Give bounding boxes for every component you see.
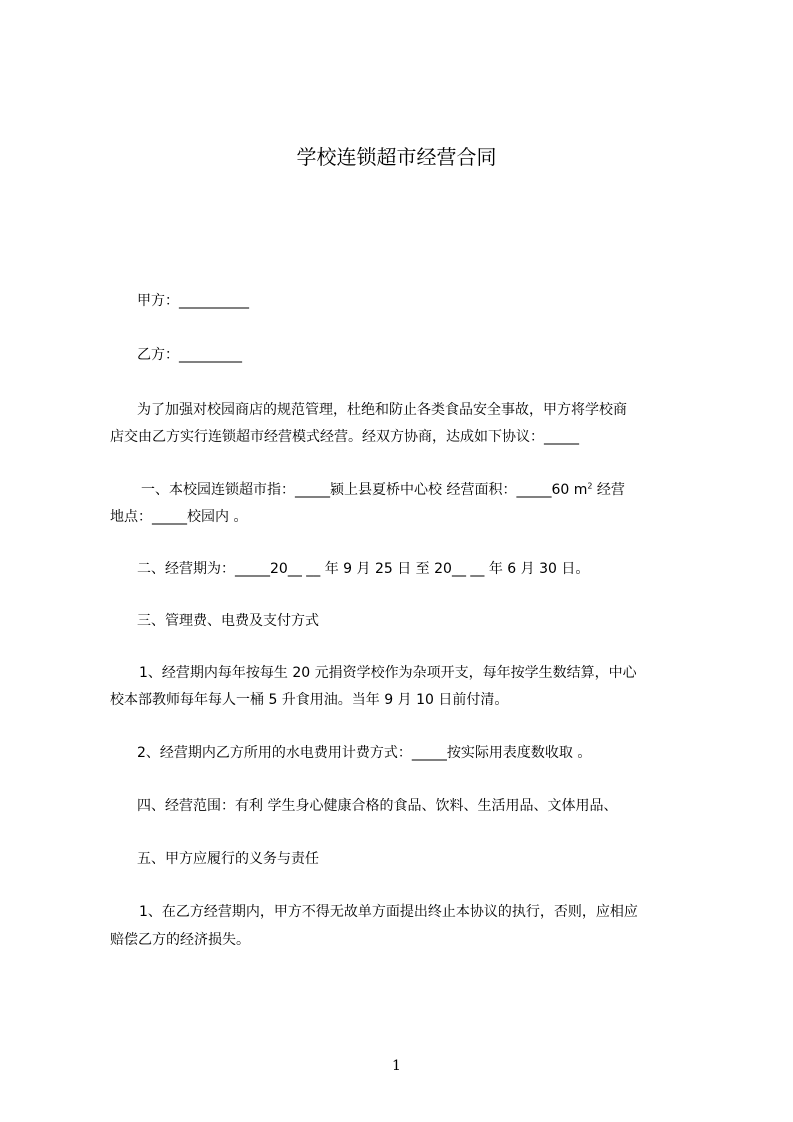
page-number: 1 (392, 1058, 401, 1074)
party-b-line: 乙方：_________ (137, 347, 242, 363)
area-unit-superscript: 2 (587, 481, 593, 491)
section-2-line: 二、经营期为：_____20__ __ 年 9 月 25 日 至 20__ __ 年 6 月 30 日。 (137, 561, 590, 577)
section-1-text-a: 一、本校园连锁超市指：_____颍上县夏桥中心校 经营面积：_____60 m (141, 482, 588, 498)
intro-line-1: 为了加强对校园商店的规范管理，杜绝和防止各类食品安全事故，甲方将学校商 (137, 402, 627, 418)
section-5-heading: 五、甲方应履行的义务与责任 (137, 851, 319, 867)
section-1-text-b: 经营 (592, 482, 625, 498)
party-a-line: 甲方：__________ (137, 293, 249, 309)
section-1-line-1 (141, 480, 711, 500)
section-3-item-1-line-1: 1、经营期内每年按每生 20 元捐资学校作为杂项开支，每年按学生数结算，中心 (139, 665, 637, 681)
section-3-item-1-line-2: 校本部教师每年每人一桶 5 升食用油。当年 9 月 10 日前付清。 (110, 692, 509, 708)
section-3-heading: 三、管理费、电费及支付方式 (137, 613, 319, 629)
section-5-item-1-line-1: 1、在乙方经营期内，甲方不得无故单方面提出终止本协议的执行，否则，应相应 (139, 904, 638, 920)
section-3-item-2-line: 2、经营期内乙方所用的水电费用计费方式：_____按实际用表度数收取 。 (137, 745, 592, 761)
document-title: 学校连锁超市经营合同 (296, 145, 497, 169)
section-4-line: 四、经营范围：有利 学生身心健康合格的食品、饮料、生活用品、文体用品、 (137, 798, 618, 814)
section-5-item-1-line-2: 赔偿乙方的经济损失。 (110, 932, 250, 948)
section-1-line-2: 地点：_____校园内 。 (110, 509, 248, 525)
intro-line-2: 店交由乙方实行连锁超市经营模式经营。经双方协商，达成如下协议：_____ (110, 429, 579, 445)
